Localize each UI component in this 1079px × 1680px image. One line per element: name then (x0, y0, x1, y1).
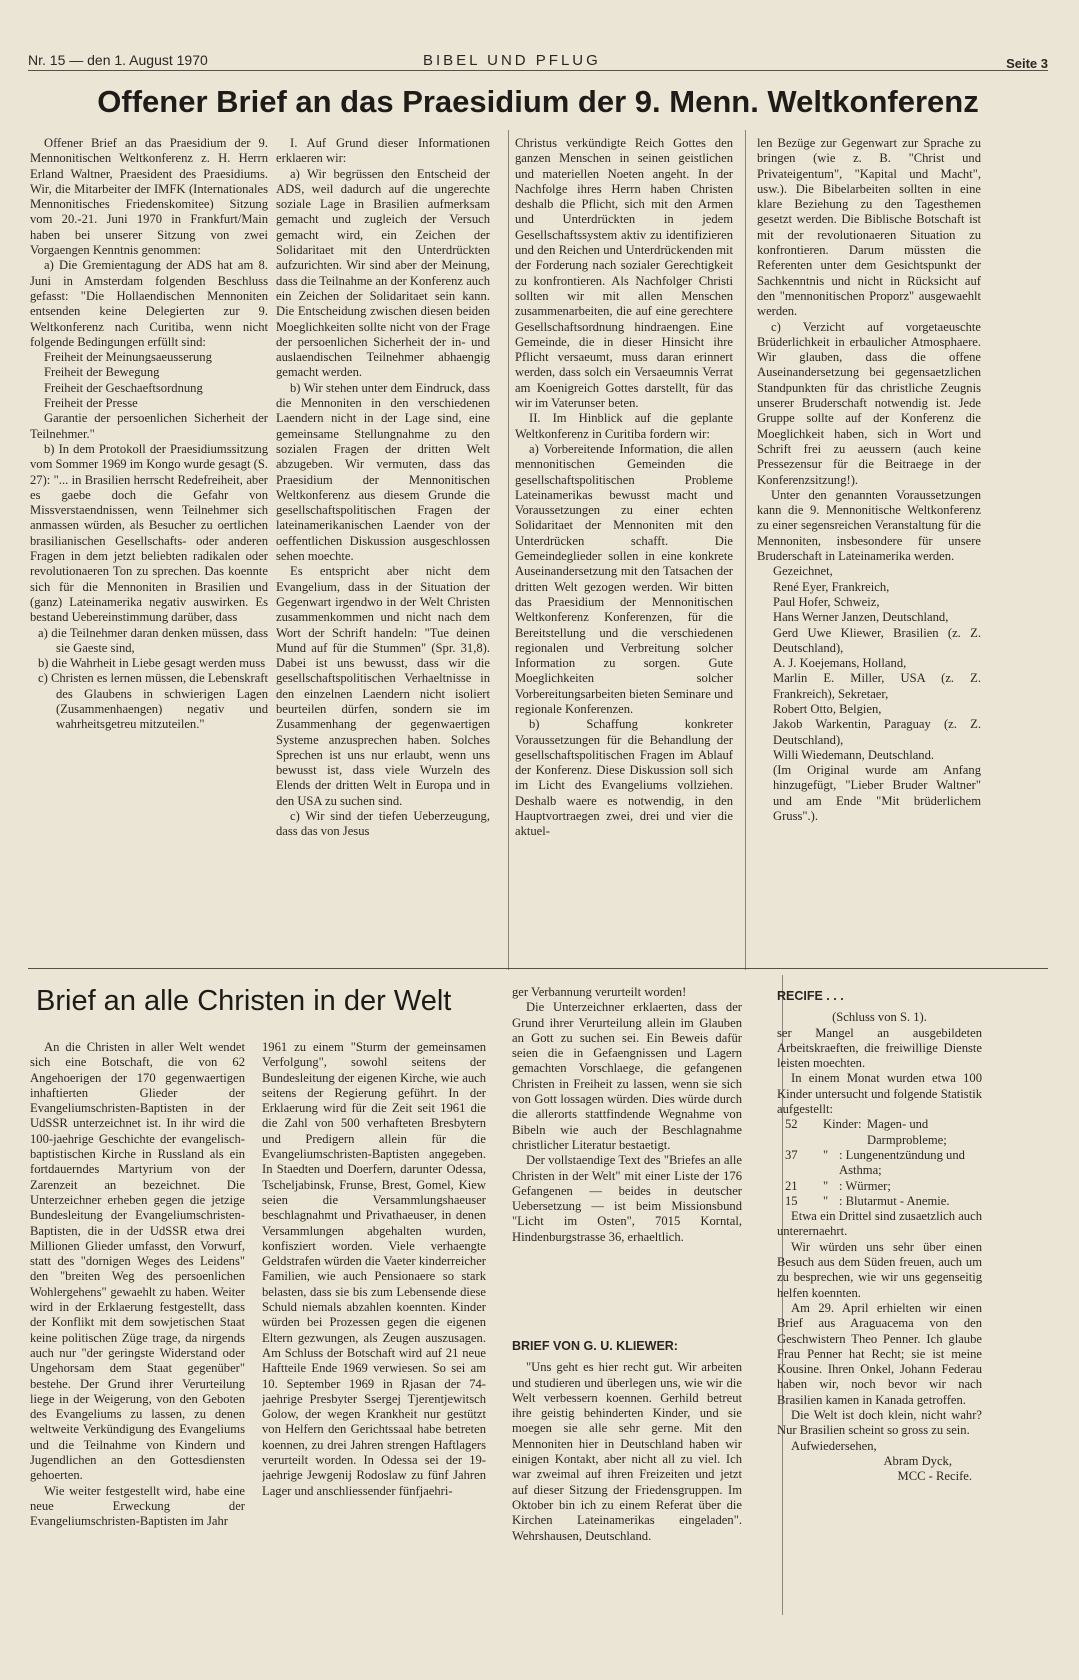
paragraph: Am 29. April erhielten wir einen Brief aus Araguacema von den Geschwistern Theo Penner. Ich glaube Frau Penner hat Recht; sie ist meine Kousine. Ihren Onkel, Johann Federau haben wir, noch bevor wir nach Brasilien kamen in Kanada getroffen. (777, 1300, 982, 1407)
newspaper-name: BIBEL UND PFLUG (423, 52, 601, 69)
signed-label: Gezeichnet, (773, 564, 833, 579)
article2-column-3 (512, 985, 742, 1295)
section-rule (28, 968, 1048, 969)
stat-condition: : Blutarmut - Anemie. (839, 1193, 950, 1208)
paragraph: a) Die Gremientagung der ADS hat am 8. Juni in Amsterdam folgenden Beschluss gefasst: "Die Hollaendischen Mennoniten entsenden keine Delegierten zur 9. Weltkonferenz nach Curitiba, wenn nicht folgende Bedingungen erfüllt sind: (30, 258, 268, 349)
article4 (777, 985, 982, 1625)
paragraph: Die Welt ist doch klein, nicht wahr? Nur Brasilien scheint so gross zu sein. (777, 1408, 982, 1438)
closing-note: (Im Original wurde am Anfang hinzugefügt, "Lieber Bruder Waltner" und am Ende "Mit brüderlichem Gruss".). (773, 763, 981, 824)
paragraph: a) Vorbereitende Information, die allen mennonitischen Gemeinden die gesellschaftspolitischen Probleme Lateinamerikas bewusst macht und Voraussetzungen zu einer echten Solidaritaet der Mennoniten mit den Unterdrücken schafft. Die Gemeindeglieder sollen in eine konkrete Auseinandersetzung mit den Tatsachen der dritten Welt gezogen werden. Wir bitten das Praesidium der Mennonitischen Weltkonferenz Konferenzen, für die Bereitstellung und die verschiedenen regionalen und Verbreitung solcher Information zu sorgen. Gute Moeglichkeiten solcher Vorbereitungsarbeiten bieten Seminare und regionale Konferenzen. (515, 441, 733, 716)
header-rule (28, 70, 1048, 71)
paragraph: b) Wir stehen unter dem Eindruck, dass die Mennoniten in den verschiedenen Laendern nicht in der Lage sind, eine gemeinsame Stellungnahme zu den sozialen Fragen der dritten Welt abzugeben. Wir vermuten, dass das Praesidium der Mennonitischen Weltkonferenz aus diesem Grunde die gesellschaftspolitischen Fragen der lateinamerikanischen Laender von der oeffentlichen Diskussion ausgeschlossen sehen moechte. (276, 380, 490, 564)
paragraph: a) Wir begrüssen den Entscheid der ADS, weil dadurch auf die ungerechte soziale Lage in Brasilien aufmerksam gemacht und zugleich der Versuch gemacht wird, ein Zeichen der Solidaritaet mit den Unterdrückten aufzurichten. Wir sind aber der Meinung, dass die Teilnahme an der Konferenz auch ein Zeichen der Solidaritaet sein kann. Die Entscheidung zwischen diesen beiden Moeglichkeiten sollte nicht von der Frage der persoenlichen Sicherheit der in- und auslaendischen Teilnehmer abhaengig gemacht werden. (276, 166, 490, 380)
article2-column-1 (30, 1040, 245, 1640)
list-item: Freiheit der Meinungsaeusserung (44, 350, 212, 365)
paragraph: Der vollstaendige Text des "Briefes an alle Christen in der Welt" mit einer Liste der 176 Gefangenen — beides in deutscher Uebersetzung — ist beim Missionsbund "Licht im Osten", 7015 Korntal, Hindenburgstrasse 36, erhaeltlich. (512, 1153, 742, 1244)
paragraph: Unter den genannten Voraussetzungen kann die 9. Mennonitische Weltkonferenz zu einer segensreichen Veranstaltung für die Mennoniten, insbesondere für unsere Bruderschaft in Lateinamerika werden. (757, 487, 981, 564)
stat-mark: " (823, 1147, 829, 1162)
statistics-table (785, 1117, 982, 1209)
column-divider (508, 130, 509, 970)
paragraph: Wie weiter festgestellt wird, habe eine neue Erweckung der Evangeliumschristen-Baptisten im Jahr (30, 1483, 245, 1529)
article1-title: Offener Brief an das Praesidium der 9. Menn. Weltkonferenz (97, 84, 979, 119)
paragraph: Christus verkündigte Reich Gottes den ganzen Menschen in seinen geistlichen und materiellen Noeten angeht. In der Nachfolge ihres Herrn haben Christen deshalb die Pflicht, sich mit den Armen und Unterdrückten in jedem Gesellschaftssystem aktiv zu identifizieren und den Reichen und Unterdrückenden mit der Forderung nach sozialer Gerechtigkeit zu konfrontieren. Als Nachfolger Christi sollten wir mit allen Menschen zusammenarbeiten, die auf eine gerechtere Gesellschaftsordnung hindraengen. Eine Gemeinde, die in dieser Hinsicht ihre Pflicht versaeumt, muss daran erinnert werden, dass solch ein Versaeumnis Verrat am Koenigreich Gottes darstellt, für das wir im Vaterunser beten. (515, 136, 733, 411)
article4-title: RECIFE . . . (777, 989, 844, 1003)
column-divider (745, 130, 746, 970)
article2-title: Brief an alle Christen in der Welt (36, 985, 452, 1017)
paragraph: c) Verzicht auf vorgetaeuschte Brüderlichkeit in erbaulicher Atmosphaere. Wir glauben, dass die offene Auseinandersetzung bei gegensaetzlichen Standpunkten für das christliche Zeugnis unserer Bruderschaft notwendig ist. Jede Gruppe sollte auf der Konferenz die Moeglichkeit haben, sich in Wort und Schrift frei zu aeussern (auch keine Pressezensur für die Beitraege in der Konferenzsitzung!). (757, 319, 981, 487)
signature: René Eyer, Frankreich, (773, 579, 890, 594)
stat-count: 15 (785, 1193, 798, 1208)
signature: A. J. Koejemans, Holland, (773, 656, 907, 671)
signature: Marlin E. Miller, USA (z. Z. Frankreich), Sekretaer, (773, 671, 981, 701)
paragraph: Etwa ein Drittel sind zusaetzlich auch unterernaehrt. (777, 1209, 982, 1239)
stat-condition: : Würmer; (839, 1178, 891, 1193)
signature: Abram Dyck, (883, 1453, 952, 1468)
paragraph: 1961 zu einem "Sturm der gemeinsamen Verfolgung", sowohl seitens der Bundesleitung der eigenen Kirche, wie auch seitens der Regierung geführt. In der Erklaerung wird für die Zeit seit 1961 die die Zahl von 500 verhafteten Bresbytern und Predigern allein für die Evangeliumschristen-Baptisten angegeben. In Staedten und Doerfern, darunter Odessa, Tscheljabinsk, Frunse, Brest, Gomel, Kiew seien die Versammlungshaeuser beschlagnahmt und Privathaeuser, in denen Versammlungen abgehalten wurden, konfisziert worden. Viele verhaengte Geldstrafen würden die Vaeter kinderreicher Familien, wie auch Pensionaere so stark belasten, dass sie bis zum Lebensende diese Schuld niemals abzahlen koennten. Kinder würden bei Prozessen gegen die eigenen Eltern gezwungen, als Zeugen auszusagen. Am Schluss der Botschaft wird auf 21 neue Haftteile Ende 1969 verwiesen. So sei am 10. September 1969 in Rjasan der 74-jaehrige Presbyter Ssergej Tjerentjewitsch Golow, der wegen Krankheit nur gestützt von Helfern den Gerichtssaal habe betreten koennen, zu drei Jahren strengen Haftlagers verurteilt worden. In Odessa sei der 19-jaehrige Jewgenij Rodoslaw zu fünf Jahren Lager und anschliessender fünfjaehri- (262, 1040, 486, 1498)
list-item: Freiheit der Geschaeftsordnung (44, 380, 203, 395)
paragraph: Offener Brief an das Praesidium der 9. Mennonitischen Weltkonferenz z. H. Herrn Erland Waltner, Praesident des Praesidiums. Wir, die Mitarbeiter der IMFK (Internationales Mennonitisches Friedenskomitee) Sitzung vom 20.-21. Juni 1970 in Frankfurt/Main haben bei unserer Sitzung von zwei Vorgaengen Kenntnis genommen: (30, 136, 268, 258)
signature: Gerd Uwe Kliewer, Brasilien (z. Z. Deutschland), (773, 625, 981, 655)
stat-mark: " (823, 1178, 829, 1193)
list-item: b) die Wahrheit in Liebe gesagt werden muss (38, 656, 266, 671)
paragraph: Wir würden uns sehr über einen Besuch aus dem Süden freuen, auch um zu besprechen, wie wir uns gegenseitig helfen koennten. (777, 1239, 982, 1300)
paragraph: b) In dem Protokoll der Praesidiumssitzung vom Sommer 1969 im Kongo wurde gesagt (S. 27): "... in Brasilien herrscht Redefreiheit, aber es gaebe doch die Gefahr von Missverstaendnissen, wenn Teilnehmer sich anmassen würden, als Besucher zu oertlichen brasilianischen Gesellschafts- oder anderen Fragen in dem jetzt beliebten radikalen oder revolutionaeren Ton zu sprechen. Das koennte sich für die Mennoniten in Brasilien und (ganz) Lateinamerika negativ auswirken. Es bestand Uebereinstimmung darüber, dass (30, 441, 268, 625)
page-number: Seite 3 (1006, 56, 1048, 71)
article1-column-4 (757, 136, 981, 946)
paragraph: "Uns geht es hier recht gut. Wir arbeiten und studieren und überlegen uns, wie wir die Welt verbessern koennen. Gerhild betreut ihre geistig behinderten Kinder, und sie moegen sie alle sehr gerne. Mit den Mennoniten hier in Deutschland haben wir einigen Kontakt, aber nicht all zu viel. Ich war zweimal auf ihren Freizeiten und jetzt auf dieser Sitzung der Friedensgruppen. Im Oktober bin ich zu einem Referat über die Kirchen Lateinamerikas eingeladen". Wehrshausen, Deutschland. (512, 1360, 742, 1543)
paragraph: ser Mangel an ausgebildeten Arbeitskraeften, die freiwillige Dienste leisten moechten. (777, 1025, 982, 1071)
list-item: Freiheit der Presse (44, 396, 138, 411)
paragraph: II. Im Hinblick auf die geplante Weltkonferenz in Curitiba fordern wir: (515, 411, 733, 441)
stat-mark: Kinder: (823, 1117, 862, 1132)
paragraph: I. Auf Grund dieser Informationen erklaeren wir: (276, 136, 490, 166)
article1-column-1 (30, 136, 268, 946)
signature: Willi Wiedemann, Deutschland. (773, 747, 935, 762)
signature: MCC - Recife. (897, 1469, 972, 1484)
list-item: Freiheit der Bewegung (44, 365, 160, 380)
stat-count: 37 (785, 1147, 798, 1162)
stat-mark: " (823, 1193, 829, 1208)
stat-condition: : Lungenentzündung und Asthma; (839, 1147, 965, 1178)
paragraph: len Bezüge zur Gegenwart zur Sprache zu bringen (wie z. B. "Christ und Privateigentum", "Kapital und Macht", usw.). Die Bibelarbeiten sollten in eine klare Beziehung zu den Tagesthemen gesetzt werden. Die Biblische Botschaft ist mit der revolutionaeren Situation zu konfrontieren. Darum müssten die Referenten unter dem Gesichtspunkt der Sachkenntnis und nicht in Rücksicht auf den "mennonitischen Proporz" ausgewaehlt werden. (757, 136, 981, 319)
signature: Paul Hofer, Schweiz, (773, 594, 880, 609)
stat-condition: Magen- und Darmprobleme; (867, 1117, 947, 1147)
paragraph: Aufwiedersehen, (791, 1438, 877, 1453)
list-item: a) die Teilnehmer daran denken müssen, dass sie Gaeste sind, (38, 625, 268, 655)
article3-title: BRIEF VON G. U. KLIEWER: (512, 1339, 678, 1353)
issue-date: Nr. 15 — den 1. August 1970 (28, 52, 208, 68)
paragraph: An die Christen in aller Welt wendet sich eine Botschaft, die von 62 Angehoerigen der 170 gegenwaertigen inhaftierten Glieder der Evangeliumschristen-Baptisten in der UdSSR unterzeichnet ist. In ihr wird die 100-jaehrige Geschichte der evangelisch-baptistischen Kirche in Russland als ein fortdauerndes Martyrium von der Zarenzeit an bezeichnet. Die Unterzeichner erheben gegen die jetzige Bundesleitung der Evangeliumschristen-Baptisten, die in der UdSSR etwa drei Millionen Glieder umfasst, den Vorwurf, statt des "dornigen Weges des Leidens" den "breiten Weg des persoenlichen Wohlergehens" gewaehlt zu haben. Weiter wird in der Erklaerung festgestellt, dass der Konflikt mit dem sowjetischen Staat keine politischen Züge trage, da nirgends auch nur "der geringste Widerstand oder Ungehorsam dem Staat gegenüber" bestehe. Der Grund ihrer Verurteilung liege in der Weigerung, von den Geboten des Evangeliums zu lassen, zu denen weltweite Verkündigung des Evangeliums und die Teilnahme von Kindern und Jugendlichen an den Gottesdiensten gehoerten. (30, 1040, 245, 1483)
stat-count: 21 (785, 1178, 798, 1193)
article3 (512, 1335, 742, 1615)
article2-column-2 (262, 1040, 486, 1640)
article1-column-3 (515, 136, 733, 946)
article1-column-2 (276, 136, 490, 946)
paragraph: In einem Monat wurden etwa 100 Kinder untersucht und folgende Statistik aufgestellt: (777, 1071, 982, 1117)
paragraph: Die Unterzeichner erklaerten, dass der Grund ihrer Verurteilung allein im Glauben an Gott zu suchen sei. Ein Beweis dafür seien die in Gefaengnissen und Lagern gemachten Vorschlaege, die gefangenen Christen in Freiheit zu lassen, wenn sie sich von Gott lossagen würden. Dies würde durch die allerorts stattfindende Wegnahme von Bibeln wie auch der Beschlagnahme christlicher Literatur bestaetigt. (512, 1000, 742, 1152)
paragraph: c) Wir sind der tiefen Ueberzeugung, dass das von Jesus (276, 809, 490, 839)
paragraph: Es entspricht aber nicht dem Evangelium, dass in der Situation der Gegenwart irgendwo in der Welt Christen zusammenkommen und nicht nach dem Wort der Schrift handeln: "Tue deinen Mund auf für die Stummen" (Spr. 31,8). Dabei ist uns bewusst, dass wir die gesellschaftspolitischen Verhaeltnisse in den einzelnen Laendern nicht isoliert beurteilen dürfen, sondern sie im Zusammenhang der gegenwaertigen Systeme anzusprechen haben. Solches Sprechen ist uns nur erlaubt, wenn uns bewusst ist, dass viele Wurzeln des Elends der dritten Welt in Europa und in den USA zu suchen sind. (276, 564, 490, 808)
signature: Hans Werner Janzen, Deutschland, (773, 610, 949, 625)
signature: Jakob Warkentin, Paraguay (z. Z. Deutschland), (773, 717, 981, 747)
paragraph: b) Schaffung konkreter Voraussetzungen für die Behandlung der gesellschaftspolitischen Fragen im Ablauf der Konferenz. Diese Diskussion soll sich im Licht des Evangeliums vollziehen. Deshalb waere es notwendig, in den Hauptvortraegen zwei, drei und vier die aktuel- (515, 717, 733, 839)
article4-subtitle: (Schluss von S. 1). (832, 1010, 927, 1025)
list-item: c) Christen es lernen müssen, die Lebenskraft des Glaubens in schwierigen Lagen (Zusammenhaengen) negativ und wahrheitsgetreu mitzuteilen." (38, 671, 268, 732)
stat-count: 52 (785, 1117, 798, 1132)
signature: Robert Otto, Belgien, (773, 701, 882, 716)
list-item: Garantie der persoenlichen Sicherheit der Teilnehmer." (30, 411, 268, 441)
paragraph: ger Verbannung verurteilt worden! (512, 985, 687, 999)
